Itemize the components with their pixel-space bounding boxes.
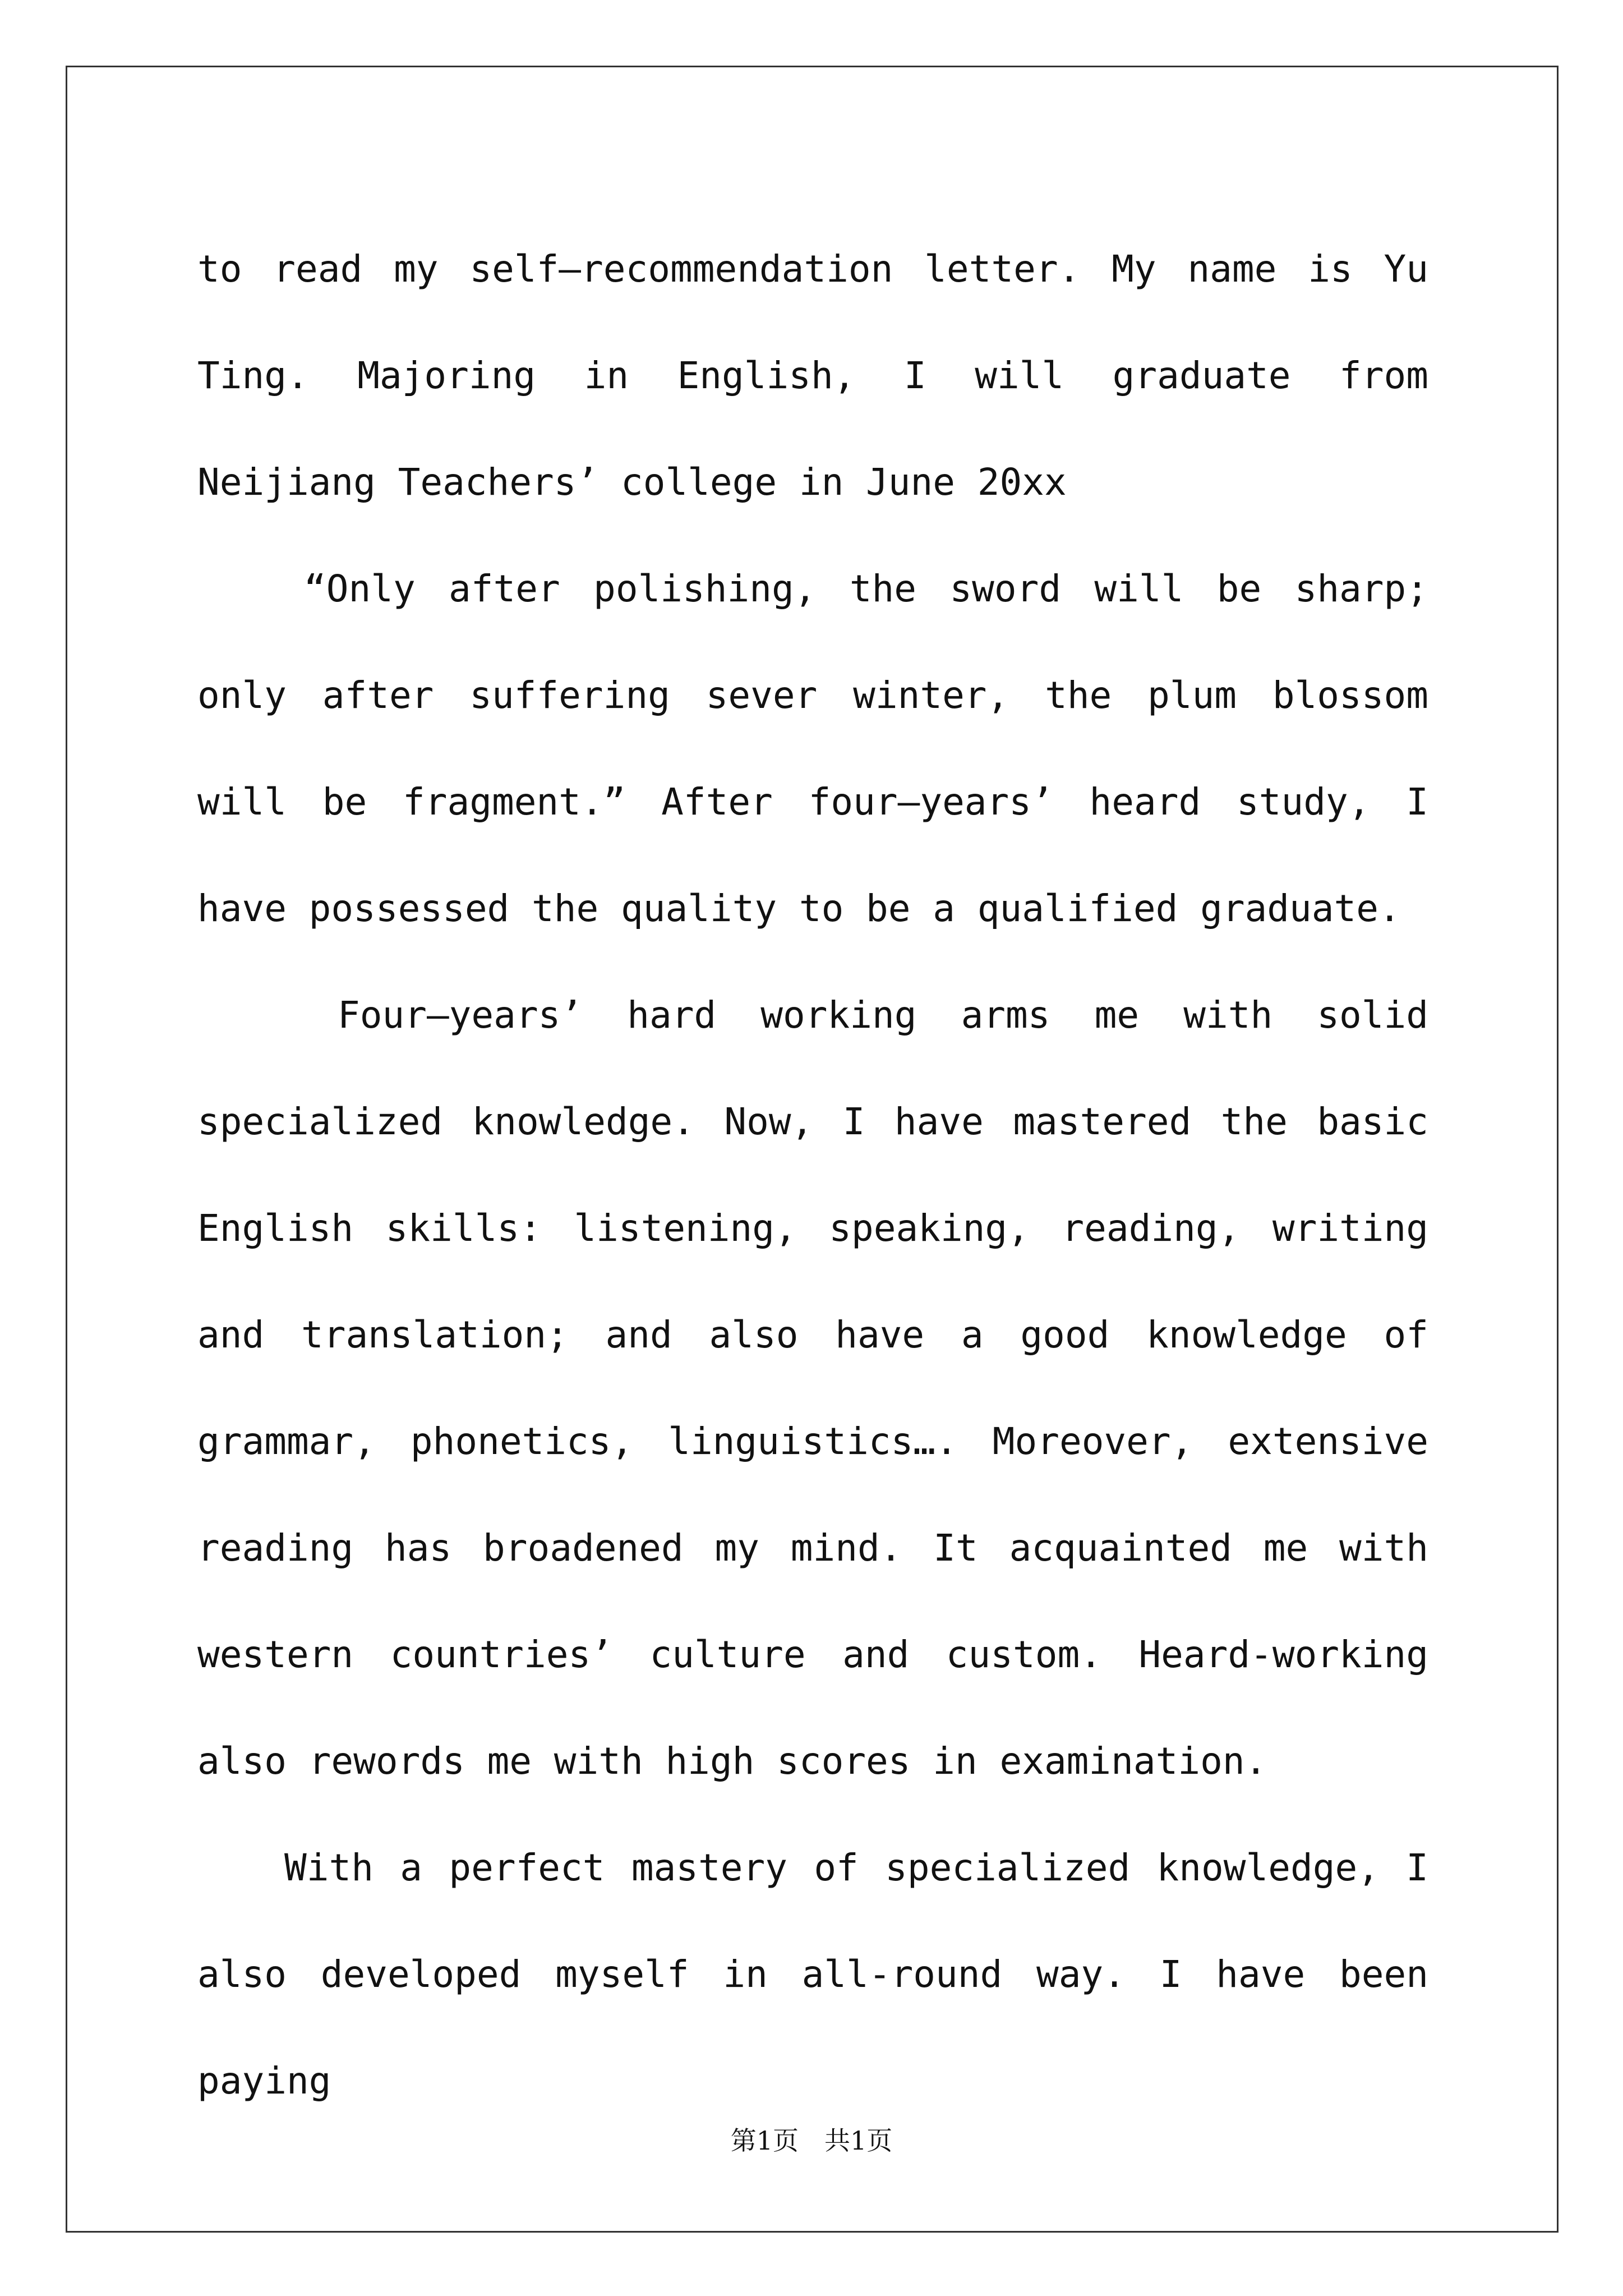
paragraph-allround: With a perfect mastery of specialized knowledge, I also developed myself in all-round way. I have been paying xyxy=(197,1846,1428,2102)
paragraph-intro: to read my self—recommendation letter. My name is Yu Ting. Majoring in English, I will graduate from Neijiang Teachers’ college in June 20xx xyxy=(197,247,1428,504)
document-body xyxy=(197,216,1428,2134)
page-number-footer: 第1页 共1页 xyxy=(730,2125,893,2156)
paragraph-knowledge: Four—years’ hard working arms me with solid specialized knowledge. Now, I have mastered the basic English skills: listening, speaking, reading, writing and translation; and also have a good knowledge of grammar, phonetics, linguistics…. Moreover, extensive reading has broadened my mind. It acquainted me with western countries’ culture and custom. Heard-working also rewords me with high scores in examination. xyxy=(197,993,1428,1783)
paragraph-quote: “Only after polishing, the sword will be sharp; only after suffering sever winter, the plum blossom will be fragment.” After four—years’ heard study, I have possessed the quality to be a qualified graduate. xyxy=(197,567,1428,930)
